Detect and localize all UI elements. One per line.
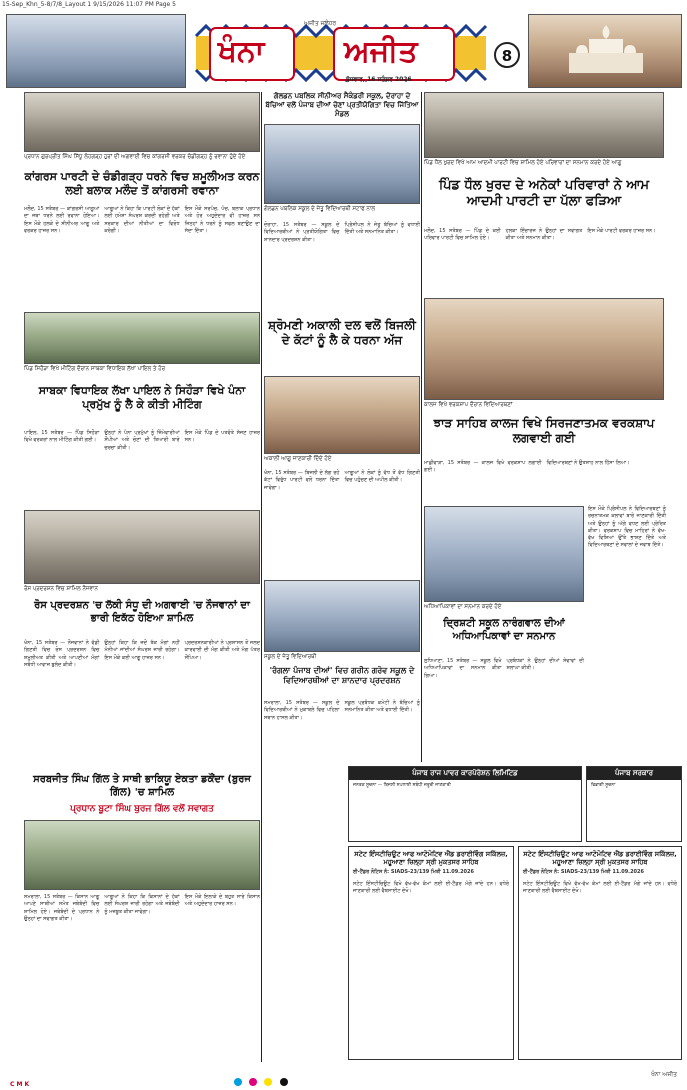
congress-body-col: ਇਸ ਮੌਕੇ ਸਰਪੰਚ, ਪੰਚ, ਬਲਾਕ ਪ੍ਰਧਾਨ ਅਤੇ ਹੋਰ ਅਹੁਦੇਦਾਰ ਵੀ ਹਾਜ਼ਰ ਸਨ ਜਿਨ੍ਹਾਂ ਨੇ ਧਰਨੇ ਨੂੰ ਸਫਲ ਬਣਾਉਣ ਦਾ ਸੱਦਾ ਦਿੱਤਾ।: [184, 206, 260, 234]
teachers-photo: [424, 506, 584, 602]
masthead-photo-left: [6, 14, 186, 88]
column-rule: [421, 92, 422, 762]
union-body-col: ਸਮਰਾਲਾ, 15 ਸਤੰਬਰ — ਕਿਸਾਨ ਆਗੂ ਆਪਣੇ ਸਾਥੀਆਂ ਸਮੇਤ ਜਥੇਬੰਦੀ ਵਿਚ ਸ਼ਾਮਿਲ ਹੋਏ। ਜਥੇਬੰਦੀ ਦੇ ਪ੍ਰਧਾਨ ਨੇ ਉਨ੍ਹਾਂ ਦਾ ਸਵਾਗਤ ਕੀਤਾ।: [24, 894, 100, 922]
notice-right-box: [586, 766, 682, 842]
college-body-col: ਵਿਦਿਆਰਥਣਾਂ ਨੇ ਉਤਸ਼ਾਹ ਨਾਲ ਹਿੱਸਾ ਲਿਆ।: [546, 460, 630, 466]
notice-left-text: ਜਨਤਕ ਸੂਚਨਾ — ਬਿਜਲੀ ਸਪਲਾਈ ਸਬੰਧੀ ਜ਼ਰੂਰੀ ਜਾਣਕਾਰੀ: [353, 783, 451, 788]
aap-caption: ਪਿੰਡ ਧੌਲ ਖੁਰਦ ਵਿਖੇ ਆਮ ਆਦਮੀ ਪਾਰਟੀ ਵਿਚ ਸ਼ਾਮਿਲ ਹੋਏ ਪਰਿਵਾਰਾਂ ਦਾ ਸਨਮਾਨ ਕਰਦੇ ਹੋਏ ਆਗੂ: [424, 160, 622, 166]
quiz-body-col: ਸਕੂਲ ਪ੍ਰਬੰਧਕ ਕਮੇਟੀ ਨੇ ਬੱਚਿਆਂ ਨੂੰ ਸਨਮਾਨਿਤ ਕੀਤਾ ਅਤੇ ਵਧਾਈ ਦਿੱਤੀ।: [344, 700, 420, 714]
rally-body-col: ਉਨ੍ਹਾਂ ਕਿਹਾ ਕਿ ਜਦੋਂ ਤੱਕ ਮੰਗਾਂ ਨਹੀਂ ਮੰਨੀਆਂ ਜਾਂਦੀਆਂ ਸੰਘਰਸ਼ ਜਾਰੀ ਰਹੇਗਾ। ਇਸ ਮੌਕੇ ਕਈ ਆਗੂ ਹਾਜ਼ਰ ਸਨ।: [104, 640, 180, 661]
akali-body-col: ਆਗੂਆਂ ਨੇ ਲੋਕਾਂ ਨੂੰ ਵੱਧ ਤੋਂ ਵੱਧ ਗਿਣਤੀ ਵਿਚ ਪਹੁੰਚਣ ਦੀ ਅਪੀਲ ਕੀਤੀ।: [344, 470, 420, 484]
aap-body-col: ਮਲੌਦ, 15 ਸਤੰਬਰ — ਪਿੰਡ ਦੇ ਕਈ ਪਰਿਵਾਰ ਪਾਰਟੀ ਵਿਚ ਸ਼ਾਮਿਲ ਹੋਏ।: [424, 228, 501, 242]
aap-photo: [424, 92, 664, 158]
tender-right-box: [518, 846, 682, 1060]
akali-headline: ਸ਼੍ਰੋਮਣੀ ਅਕਾਲੀ ਦਲ ਵਲੋਂ ਬਿਜਲੀ ਦੇ ਕੱਟਾਂ ਨੂੰ ਲੈ ਕੇ ਧਰਨਾ ਅੱਜ: [268, 318, 416, 347]
cyan-swatch-icon: [234, 1078, 242, 1086]
rally-body: [24, 640, 260, 770]
rally-caption: ਰੋਸ ਪ੍ਰਦਰਸ਼ਨ ਵਿਚ ਸ਼ਾਮਿਲ ਨੌਜਵਾਨ: [24, 586, 98, 592]
payal-body-col: ਪਾਇਲ, 15 ਸਤੰਬਰ — ਪਿੰਡ ਸਿਹੌੜਾ ਵਿਖੇ ਵਰਕਰਾਂ ਨਾਲ ਮੀਟਿੰਗ ਕੀਤੀ ਗਈ।: [24, 430, 100, 444]
payal-body: [24, 430, 260, 508]
quiz-caption: ਸਕੂਲ ਦੇ ਜੇਤੂ ਵਿਦਿਆਰਥੀ: [264, 654, 317, 660]
masthead-title-left: ਖੰਨਾ: [218, 34, 265, 69]
union-photo: [24, 820, 260, 890]
congress-headline: ਕਾਂਗਰਸ ਪਾਰਟੀ ਦੇ ਚੰਡੀਗੜ੍ਹ ਧਰਨੇ ਵਿਚ ਸ਼ਮੂਲੀਅਤ ਕਰਨ ਲਈ ਬਲਾਕ ਮਲੌਦ ਤੋਂ ਕਾਂਗਰਸੀ ਰਵਾਨਾ: [24, 170, 260, 197]
union-body-col: ਇਸ ਮੌਕੇ ਇਲਾਕੇ ਦੇ ਬਹੁਤ ਸਾਰੇ ਕਿਸਾਨ ਅਤੇ ਅਹੁਦੇਦਾਰ ਹਾਜ਼ਰ ਸਨ।: [184, 894, 260, 908]
masthead-photo-right: [528, 14, 682, 88]
notice-left-box: [348, 766, 582, 842]
payal-body-col: ਉਨ੍ਹਾਂ ਨੇ ਪੰਨਾ ਪ੍ਰਮੁੱਖਾਂ ਨੂੰ ਜ਼ਿੰਮੇਵਾਰੀਆਂ ਸੌਂਪੀਆਂ ਅਤੇ ਚੋਣਾਂ ਦੀ ਤਿਆਰੀ ਬਾਰੇ ਚਰਚਾ ਕੀਤੀ।: [104, 430, 180, 451]
aap-body-col: ਹਲਕਾ ਇੰਚਾਰਜ ਨੇ ਉਨ੍ਹਾਂ ਦਾ ਸਵਾਗਤ ਕੀਤਾ ਅਤੇ ਸਨਮਾਨ ਕੀਤਾ।: [505, 228, 583, 242]
notice-left-header: ਪੰਜਾਬ ਰਾਜ ਪਾਵਰ ਕਾਰਪੋਰੇਸ਼ਨ ਲਿਮਿਟਿਡ: [349, 767, 581, 780]
payal-photo: [24, 312, 260, 364]
tender-left-text: ਸਟੇਟ ਇੰਸਟੀਚਿਊਟ ਵਿਖੇ ਵੱਖ-ਵੱਖ ਕੰਮਾਂ ਲਈ ਈ-ਟੈਂਡਰ ਮੰਗੇ ਜਾਂਦੇ ਹਨ। ਵਧੇਰੇ ਜਾਣਕਾਰੀ ਲਈ ਵੈਬਸਾਈਟ ਦੇਖੋ।: [353, 880, 509, 894]
footer-left: C M K: [10, 1081, 30, 1088]
akali-body-col: ਖੰਨਾ, 15 ਸਤੰਬਰ — ਬਿਜਲੀ ਦੇ ਲੱਗ ਰਹੇ ਕੱਟਾਂ ਵਿਰੁੱਧ ਪਾਰਟੀ ਵਲੋਂ ਧਰਨਾ ਦਿੱਤਾ ਜਾਵੇਗਾ।: [264, 470, 340, 491]
school-body-col: ਦੋਰਾਹਾ, 15 ਸਤੰਬਰ — ਸਕੂਲ ਦੇ ਵਿਦਿਆਰਥੀਆਂ ਨੇ ਪ੍ਰਤੀਯੋਗਿਤਾ ਵਿਚ ਸ਼ਾਨਦਾਰ ਪ੍ਰਦਰਸ਼ਨ ਕੀਤਾ।: [264, 222, 340, 243]
teachers-headline: ਦ੍ਰਿਸ਼ਟੀ ਸਕੂਲ ਨਾਰੰਗਵਾਲ ਦੀਆਂ ਅਧਿਆਪਿਕਾਵਾਂ ਦਾ ਸਨਮਾਨ: [443, 618, 565, 642]
college-photo: [424, 298, 664, 400]
notice-right-header: ਪੰਜਾਬ ਸਰਕਾਰ: [587, 767, 681, 780]
yellow-swatch-icon: [264, 1078, 272, 1086]
quiz-body-col: ਸਮਰਾਲਾ, 15 ਸਤੰਬਰ — ਸਕੂਲ ਦੇ ਵਿਦਿਆਰਥੀਆਂ ਨੇ ਮੁਕਾਬਲੇ ਵਿਚ ਪਹਿਲਾ ਸਥਾਨ ਹਾਸਲ ਕੀਤਾ।: [264, 700, 340, 721]
union-subheadline: ਪ੍ਰਧਾਨ ਬੂਟਾ ਸਿੰਘ ਬੁਰਜ ਗਿੱਲ ਵਲੋਂ ਸਵਾਗਤ: [70, 804, 214, 814]
page-number: 8: [494, 42, 520, 68]
college-caption: ਕਾਲਜ ਵਿਖੇ ਵਰਕਸ਼ਾਪ ਦੌਰਾਨ ਵਿਦਿਆਰਥਣਾਂ: [424, 402, 513, 408]
aap-body: [424, 228, 664, 296]
notice-right-text: ਵਿਭਾਗੀ ਸੂਚਨਾ: [591, 783, 616, 788]
rally-headline: ਰੋਸ ਪ੍ਰਦਰਸ਼ਨ 'ਚ ਲੱਕੀ ਸੰਧੂ ਦੀ ਅਗਵਾਈ 'ਚ ਨੌਜਵਾਨਾਂ ਦਾ ਭਾਰੀ ਇਕੱਠ ਹੋਇਆ ਸ਼ਾਮਿਲ: [34, 600, 250, 624]
congress-body-col: ਆਗੂਆਂ ਨੇ ਕਿਹਾ ਕਿ ਪਾਰਟੀ ਲੋਕਾਂ ਦੇ ਹੱਕਾਂ ਲਈ ਹਮੇਸ਼ਾ ਸੰਘਰਸ਼ ਕਰਦੀ ਰਹੇਗੀ ਅਤੇ ਸਰਕਾਰ ਦੀਆਂ ਨੀਤੀਆਂ ਦਾ ਵਿਰੋਧ ਕਰੇਗੀ।: [104, 206, 180, 234]
school-caption: ਗੋਲਡਨ ਪਬਲਿਕ ਸਕੂਲ ਦੇ ਜੇਤੂ ਵਿਦਿਆਰਥੀ ਸਟਾਫ ਨਾਲ: [264, 206, 376, 212]
footer-right: ਖੰਨਾ ਅਜੀਤ: [651, 1071, 677, 1078]
akali-photo: [264, 376, 420, 454]
rally-photo: [24, 510, 260, 584]
teachers-body-col: ਪ੍ਰਬੰਧਕਾਂ ਨੇ ਉਨ੍ਹਾਂ ਦੀਆਂ ਸੇਵਾਵਾਂ ਦੀ ਸ਼ਲਾਘਾ ਕੀਤੀ।: [506, 658, 584, 672]
union-body: [24, 894, 260, 1062]
congress-caption: ਪ੍ਰਧਾਨ ਗੁਰਪ੍ਰੀਤ ਸਿੰਘ ਸਿੱਧੂ ਲੋਹਗੜ੍ਹ ਹੁਰਾਂ ਦੀ ਅਗਵਾਈ ਵਿਚ ਕਾਂਗਰਸੀ ਵਰਕਰ ਚੰਡੀਗੜ੍ਹ ਨੂੰ ਰਵਾਨਾ ਹੁੰਦੇ ਹੋਏ: [24, 154, 246, 160]
masthead: [6, 10, 682, 90]
aap-body-col: ਇਸ ਮੌਕੇ ਪਾਰਟੀ ਵਰਕਰ ਹਾਜ਼ਰ ਸਨ।: [587, 228, 656, 234]
masthead-kicker: ਅਜੀਤ ਜਲੰਧਰ: [304, 20, 337, 27]
payal-headline: ਸਾਬਕਾ ਵਿਧਾਇਕ ਲੱਖਾ ਪਾਇਲ ਨੇ ਸਿਹੌੜਾ ਵਿਖੇ ਪੰਨਾ ਪ੍ਰਮੁੱਖ ਨੂੰ ਲੈ ਕੇ ਕੀਤੀ ਮੀਟਿੰਗ: [38, 384, 246, 411]
school-body: [264, 222, 420, 316]
tender-right-title: ਸਟੇਟ ਇੰਸਟੀਚਿਊਟ ਆਫ ਆਟੋਮੋਟਿਵ ਐਂਡ ਡਰਾਈਵਿੰਗ ਸਕਿੱਲਜ਼, ਮਹੂਆਣਾ ਜ਼ਿਲ੍ਹਾ ਸ੍ਰੀ ਮੁਕਤਸਰ ਸਾਹਿਬ: [523, 850, 677, 867]
akali-body: [264, 470, 420, 578]
masthead-date: ਬੁੱਧਵਾਰ, 16 ਸਤੰਬਰ 2026: [346, 76, 412, 83]
college-headline: ਝਾੜ ਸਾਹਿਬ ਕਾਲਜ ਵਿਖੇ ਸਿਰਜਣਾਤਮਕ ਵਰਕਸ਼ਾਪ ਲਗਵਾਈ ਗਈ: [433, 416, 655, 445]
quiz-photo: [264, 580, 420, 652]
payal-caption: ਪਿੰਡ ਸਿਹੌੜਾ ਵਿਖੇ ਮੀਟਿੰਗ ਦੌਰਾਨ ਸਾਬਕਾ ਵਿਧਾਇਕ ਲੱਖਾ ਪਾਇਲ ਤੇ ਹੋਰ: [24, 366, 165, 372]
school-headline: ਗੋਲਡਨ ਪਬਲਿਕ ਸੀਨੀਅਰ ਸੈਕੰਡਰੀ ਸਕੂਲ, ਦੋਰਾਹਾ ਦੇ ਬੱਚਿਆਂ ਵਲੋਂ ਪੰਜਾਬ ਦੀਆਂ ਚੋਣਾਂ ਪ੍ਰਤੀਯੋਗਿਤਾ ਵਿਚ ਜਿੱਤਿਆ ਮੈਡਲ: [265, 92, 419, 118]
tender-left-title: ਸਟੇਟ ਇੰਸਟੀਚਿਊਟ ਆਫ ਆਟੋਮੋਟਿਵ ਐਂਡ ਡਰਾਈਵਿੰਗ ਸਕਿੱਲਜ਼, ਮਹੂਆਣਾ ਜ਼ਿਲ੍ਹਾ ਸ੍ਰੀ ਮੁਕਤਸਰ ਸਾਹਿਬ: [354, 850, 508, 867]
payal-body-col: ਇਸ ਮੌਕੇ ਪਿੰਡ ਦੇ ਪਤਵੰਤੇ ਸੱਜਣ ਹਾਜ਼ਰ ਸਨ।: [184, 430, 260, 444]
quiz-headline: 'ਰੰਗਲਾ ਪੰਜਾਬ ਦੀਆਂ' ਵਿਚ ਗਰੀਨ ਗਰੋਵ ਸਕੂਲ ਦੇ ਵਿਦਿਆਰਥੀਆਂ ਦਾ ਸ਼ਾਨਦਾਰ ਪ੍ਰਦਰਸ਼ਨ: [269, 666, 415, 685]
temple-icon: [529, 15, 683, 89]
rally-body-col: ਖੰਨਾ, 15 ਸਤੰਬਰ — ਨੌਜਵਾਨਾਂ ਨੇ ਵੱਡੀ ਗਿਣਤੀ ਵਿਚ ਰੋਸ ਪ੍ਰਦਰਸ਼ਨ ਵਿਚ ਸ਼ਮੂਲੀਅਤ ਕੀਤੀ ਅਤੇ ਆਪਣੀਆਂ ਮੰਗਾਂ ਸਬੰਧੀ ਆਵਾਜ਼ ਬੁਲੰਦ ਕੀਤੀ।: [24, 640, 100, 668]
registration-marks: [234, 1071, 289, 1090]
college-body-continued: ਇਸ ਮੌਕੇ ਪ੍ਰਿੰਸੀਪਲ ਨੇ ਵਿਦਿਆਰਥਣਾਂ ਨੂੰ ਰਚਨਾਤਮਕ ਕਲਾਵਾਂ ਬਾਰੇ ਜਾਣਕਾਰੀ ਦਿੱਤੀ ਅਤੇ ਉਨ੍ਹਾਂ ਨੂੰ ਅੱਗੇ ਵਧਣ ਲਈ ਪ੍ਰੇਰਿਤ ਕੀਤਾ। ਵਰਕਸ਼ਾਪ ਵਿਚ ਮਾਹਿਰਾਂ ਨੇ ਵੱਖ-ਵੱਖ ਵਿਸ਼ਿਆਂ ਉੱਤੇ ਭਾਸ਼ਣ ਦਿੱਤੇ ਅਤੇ ਵਿਦਿਆਰਥਣਾਂ ਦੇ ਸਵਾਲਾਂ ਦੇ ਜਵਾਬ ਦਿੱਤੇ।: [588, 506, 666, 549]
school-body-col: ਪ੍ਰਿੰਸੀਪਲ ਨੇ ਜੇਤੂ ਬੱਚਿਆਂ ਨੂੰ ਵਧਾਈ ਦਿੱਤੀ ਅਤੇ ਸਨਮਾਨਿਤ ਕੀਤਾ।: [344, 222, 420, 236]
union-headline: ਸਰਬਜੀਤ ਸਿੰਘ ਗਿੱਲ ਤੇ ਸਾਥੀ ਭਾਕਿਯੂ ਏਕਤਾ ਡਕੌਂਦਾ (ਬੁਰਜ ਗਿੱਲ) 'ਚ ਸ਼ਾਮਿਲ: [33, 774, 251, 798]
congress-body-col: ਮਲੌਦ, 15 ਸਤੰਬਰ — ਕਾਂਗਰਸੀ ਆਗੂਆਂ ਦਾ ਜਥਾ ਧਰਨੇ ਲਈ ਰਵਾਨਾ ਹੋਇਆ। ਇਸ ਮੌਕੇ ਹਲਕੇ ਦੇ ਸੀਨੀਅਰ ਆਗੂ ਅਤੇ ਵਰਕਰ ਹਾਜ਼ਰ ਸਨ।: [24, 206, 100, 234]
tender-right-text: ਸਟੇਟ ਇੰਸਟੀਚਿਊਟ ਵਿਖੇ ਵੱਖ-ਵੱਖ ਕੰਮਾਂ ਲਈ ਈ-ਟੈਂਡਰ ਮੰਗੇ ਜਾਂਦੇ ਹਨ। ਵਧੇਰੇ ਜਾਣਕਾਰੀ ਲਈ ਵੈਬਸਾਈਟ ਦੇਖੋ।: [523, 880, 677, 894]
union-body-col: ਆਗੂਆਂ ਨੇ ਕਿਹਾ ਕਿ ਕਿਸਾਨਾਂ ਦੇ ਹੱਕਾਂ ਲਈ ਸੰਘਰਸ਼ ਜਾਰੀ ਰਹੇਗਾ ਅਤੇ ਜਥੇਬੰਦੀ ਨੂੰ ਮਜ਼ਬੂਤ ਕੀਤਾ ਜਾਵੇਗਾ।: [104, 894, 180, 915]
tender-left-box: [348, 846, 514, 1060]
masthead-banner: [196, 18, 486, 88]
column-rule: [261, 92, 262, 1062]
tender-right-ref: ਈ-ਟੈਂਡਰ ਨੋਟਿਸ ਨੰ: SIADS-23/139 ਮਿਤੀ 11.09.2026: [523, 869, 644, 876]
college-body-col: ਮਾਛੀਵਾੜਾ, 15 ਸਤੰਬਰ — ਕਾਲਜ ਵਿਖੇ ਵਰਕਸ਼ਾਪ ਲਗਾਈ ਗਈ।: [424, 460, 542, 474]
school-photo: [264, 124, 420, 204]
footer-bar: [10, 1071, 677, 1088]
masthead-title-right: ਅਜੀਤ: [344, 34, 418, 69]
college-body: [424, 460, 664, 504]
rally-body-col: ਪ੍ਰਦਰਸ਼ਨਕਾਰੀਆਂ ਨੇ ਪ੍ਰਸ਼ਾਸਨ ਤੋਂ ਜਲਦ ਕਾਰਵਾਈ ਦੀ ਮੰਗ ਕੀਤੀ ਅਤੇ ਮੰਗ ਪੱਤਰ ਸੌਂਪਿਆ।: [184, 640, 260, 661]
teachers-body: [424, 658, 584, 762]
magenta-swatch-icon: [249, 1078, 257, 1086]
teachers-caption: ਅਧਿਆਪਿਕਾਵਾਂ ਦਾ ਸਨਮਾਨ ਕਰਦੇ ਹੋਏ: [424, 604, 502, 610]
black-swatch-icon: [280, 1078, 288, 1086]
page-slug: 15-Sep_Khn_5-8/7/8_Layout 1 9/15/2026 11:07 PM Page 5: [2, 1, 176, 8]
congress-photo: [24, 92, 260, 152]
congress-body: [24, 206, 260, 310]
akali-caption: ਅਕਾਲੀ ਆਗੂ ਜਾਣਕਾਰੀ ਦਿੰਦੇ ਹੋਏ: [264, 456, 332, 462]
tender-left-ref: ਈ-ਟੈਂਡਰ ਨੋਟਿਸ ਨੰ: SIADS-23/139 ਮਿਤੀ 11.09.2026: [353, 869, 474, 876]
aap-headline: ਪਿੰਡ ਧੌਲ ਖੁਰਦ ਦੇ ਅਨੇਕਾਂ ਪਰਿਵਾਰਾਂ ਨੇ ਆਮ ਆਦਮੀ ਪਾਰਟੀ ਦਾ ਪੱਲਾ ਫੜਿਆ: [438, 178, 650, 210]
teachers-body-col: ਲੁਧਿਆਣਾ, 15 ਸਤੰਬਰ — ਸਕੂਲ ਵਿਖੇ ਅਧਿਆਪਿਕਾਵਾਂ ਦਾ ਸਨਮਾਨ ਕੀਤਾ ਗਿਆ।: [424, 658, 502, 679]
